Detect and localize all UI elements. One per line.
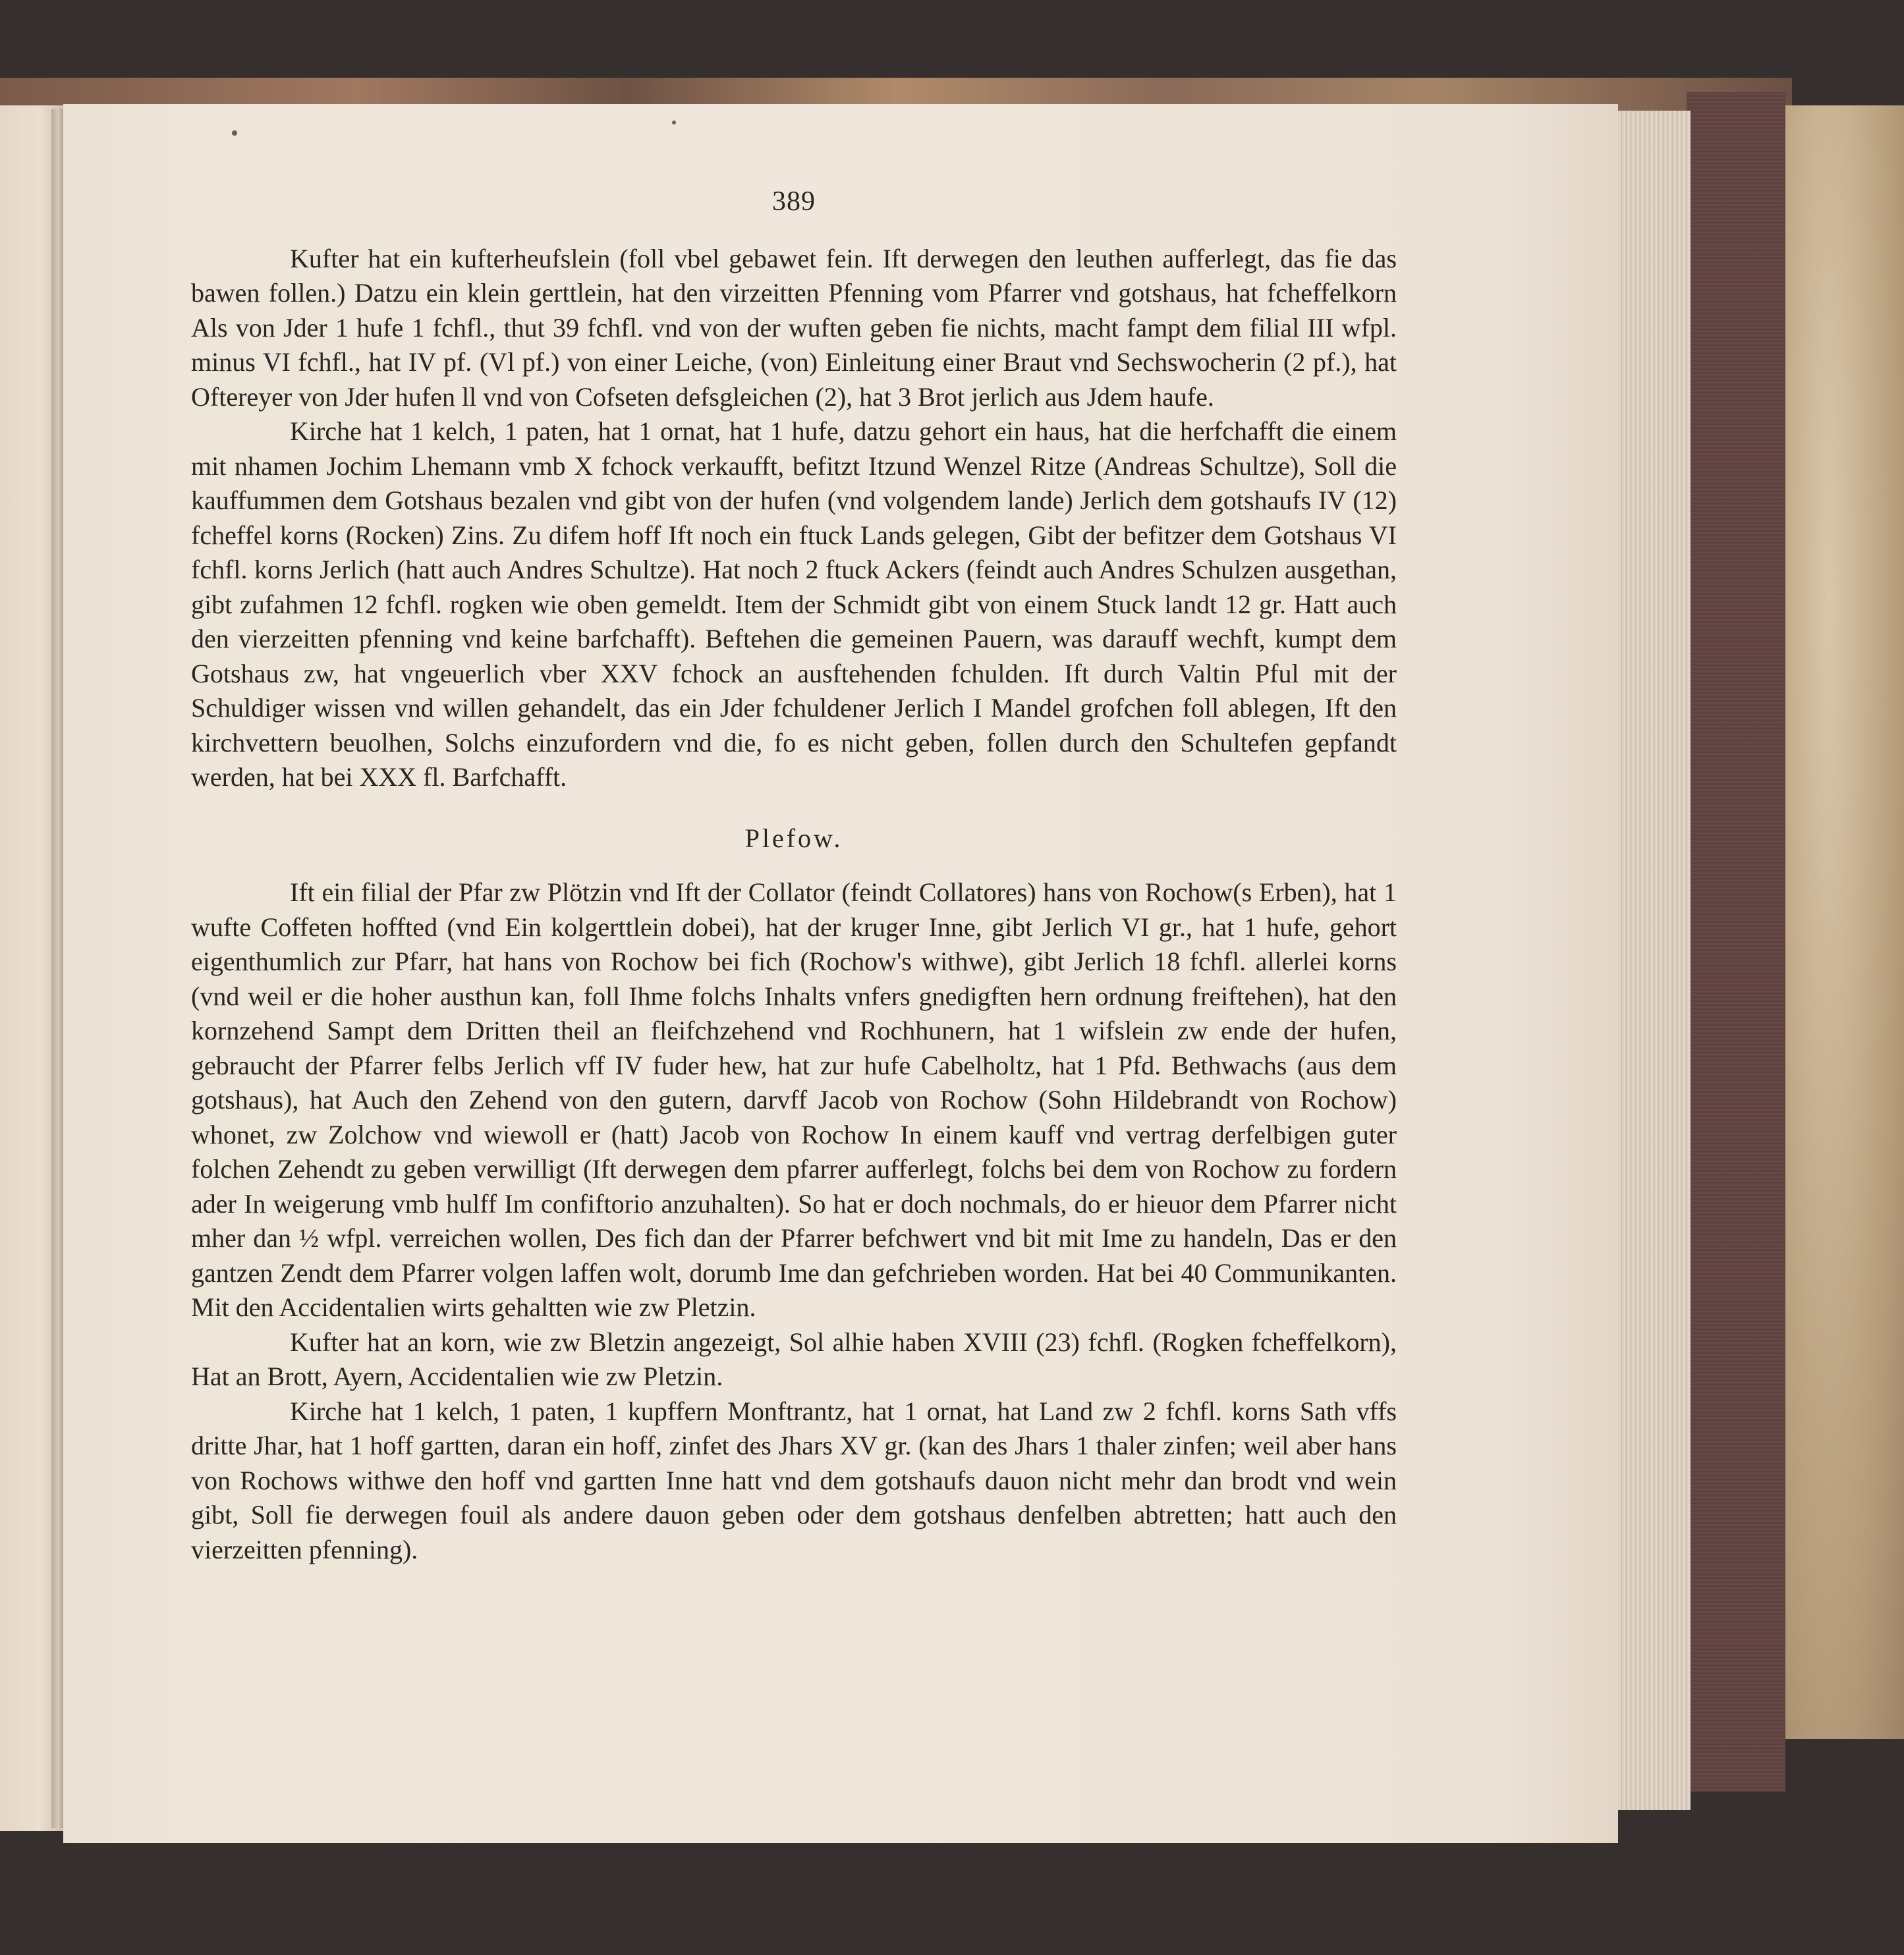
cover-board-right <box>1687 92 1785 1792</box>
paragraph: Kirche hat 1 kelch, 1 paten, 1 kupffern Monftrantz, hat 1 ornat, hat Land zw 2 fchfl. korns Sath vffs dritte Jhar, hat 1 hoff gartten, daran ein hoff, zinfet des Jhars XV gr. (kan des Jhars 1 thaler zinfen; weil aber hans von Rochows withwe den hoff vnd gartten Inne hatt vnd dem gotshaufs dauon nicht mehr dan brodt vnd wein gibt, Soll fie derwegen fouil als andere dauon geben oder dem gotshaus denfelben abtretten; hatt auch den vierzeitten pfenning). <box>191 1396 1397 1564</box>
foxing-spot <box>232 130 237 136</box>
page-number: 389 <box>772 186 816 217</box>
section-heading: Plefow. <box>744 823 843 853</box>
paragraph: Kufter hat ein kufterheufslein (foll vbel gebawet fein. Ift derwegen den leuthen aufferlegt, das fie das bawen follen.) Datzu ein klein gerttlein, hat den virzeitten Pfenning vom Pfarrer vnd gotshaus, hat fcheffelkorn Als von Jder 1 hufe 1 fchfl., thut 39 fchfl. vnd von der wuften geben fie nichts, macht fampt dem filial III wfpl. minus VI fchfl., hat IV pf. (Vl pf.) von einer Leiche, (von) Einleitung einer Braut vnd Sechswocherin (2 pf.), hat Oftereyer von Jder hufen ll vnd von Cofseten defsgleichen (2), hat 3 Brot jerlich aus Jdem haufe. <box>191 243 1397 412</box>
foxing-spot <box>672 121 676 124</box>
page-stack-edges <box>1618 111 1691 1810</box>
page-text <box>191 184 1397 1567</box>
paragraph: Ift ein filial der Pfar zw Plötzin vnd Ift der Collator (feindt Collatores) hans von Rochow(s Erben), hat 1 wufte Coffeten hoffted (vnd Ein kolgerttlein dobei), hat der kruger Inne, gibt Jerlich VI gr., hat 1 hufe, gehort eigenthumlich zur Pfarr, hat hans von Rochow bei fich (Rochow's withwe), gibt Jerlich 18 fchfl. allerlei korns (vnd weil er die hoher austhun kan, foll Ihme folchs Inhalts vnfers gnedigften hern ordnung freiftehen), hat den kornzehend Sampt dem Dritten theil an fleifchzehend vnd Rochhunern, hat 1 wifslein zw ende der hufen, gebraucht der Pfarrer felbs Jerlich vff IV fuder hew, hat zur hufe Cabelholtz, hat 1 Pfd. Bethwachs (aus dem gotshaus), hat Auch den Zehend von den gutern, darvff Jacob von Rochow (Sohn Hildebrandt von Rochow) whonet, zw Zolchow vnd wiewoll er (hatt) Jacob von Rochow In einem kauff vnd vertrag derfelbigen guter folchen Zehendt zu geben verwilligt (Ift derwegen dem pfarrer aufferlegt, folchs bei dem von Rochow zu fordern ader In weigerung vmb hulff Im confiftorio anzuhalten). So hat er doch nochmals, do er hieuor dem Pfarrer nicht mher dan ½ wfpl. verreichen wollen, Des fich dan der Pfarrer befchwert vnd bit mit Ime zu handeln, Das er den gantzen Zendt dem Pfarrer volgen laffen wolt, dorumb Ime dan gefchrieben worden. Hat bei 40 Communikanten. Mit den Accidentalien wirts gehaltten wie zw Pletzin. <box>191 877 1397 1322</box>
marbled-endpaper <box>1779 105 1904 1739</box>
paragraph: Kirche hat 1 kelch, 1 paten, hat 1 ornat, hat 1 hufe, datzu gehort ein haus, hat die herfchafft die einem mit nhamen Jochim Lhemann vmb X fchock verkaufft, befitzt Itzund Wenzel Ritze (Andreas Schultze), Soll die kauffummen dem Gotshaus bezalen vnd gibt von der hufen (vnd volgendem lande) Jerlich dem gotshaufs IV (12) fcheffel korns (Rocken) Zins. Zu difem hoff Ift noch ein ftuck Lands gelegen, Gibt der befitzer dem Gotshaus VI fchfl. korns Jerlich (hatt auch Andres Schultze). Hat noch 2 ftuck Ackers (feindt auch Andres Schulzen ausgethan, gibt zufahmen 12 fchfl. rogken wie oben gemeldt. Item der Schmidt gibt von einem Stuck landt 12 gr. Hatt auch den vierzeitten pfenning vnd keine barfchafft). Beftehen die gemeinen Pauern, was darauff wechft, kumpt dem Gotshaus zw, hat vngeuerlich vber XXV fchock an ausftehenden fchulden. Ift durch Valtin Pful mit der Schuldiger wissen vnd willen gehandelt, das ein Jder fchuldener Jerlich I Mandel grofchen foll ablegen, Ift den kirchvettern beuolhen, Solchs einzufordern vnd die, fo es nicht geben, follen durch den Schultefen gepfandt werden, hat bei XXX fl. Barfchafft. <box>191 416 1397 792</box>
gutter-shadow <box>51 109 65 1828</box>
paragraph: Kufter hat an korn, wie zw Bletzin angezeigt, Sol alhie haben XVIII (23) fchfl. (Rogken fcheffelkorn), Hat an Brott, Ayern, Accidentalien wie zw Pletzin. <box>191 1327 1397 1391</box>
